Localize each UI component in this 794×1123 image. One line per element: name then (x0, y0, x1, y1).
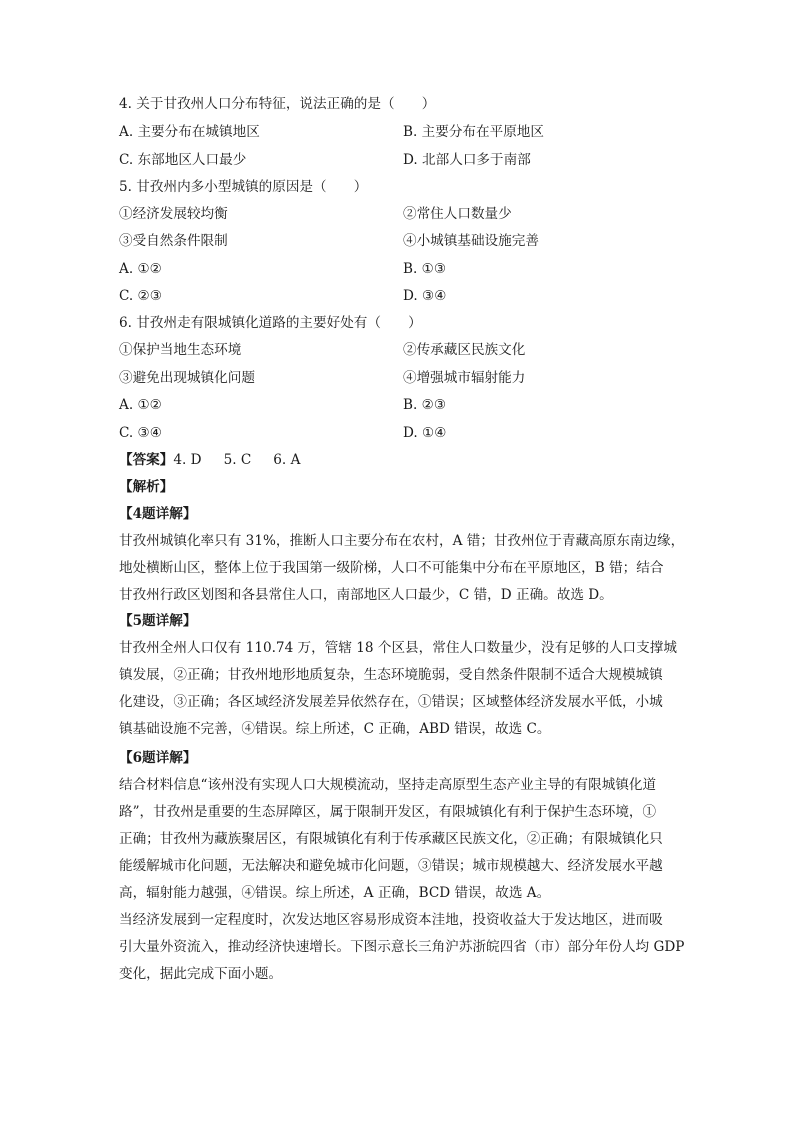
q5-item-3: ③受自然条件限制 (119, 233, 228, 249)
q4-option-a: A. 主要分布在城镇地区 (119, 124, 260, 140)
q5-option-d: D. ③④ (403, 288, 447, 304)
q5-stem: 5. 甘孜州内多小型城镇的原因是（ ） (119, 179, 368, 195)
q5-item-2: ②常住人口数量少 (403, 206, 512, 222)
detail-6-line: 高，辐射能力越强，④错误。综上所述，A 正确，BCD 错误，故选 A。 (119, 885, 551, 901)
q6-option-c: C. ③④ (119, 425, 162, 441)
answer-4: 4. D (173, 452, 202, 468)
detail-5-label: 【5题详解】 (119, 613, 197, 629)
detail-5-line: 镇基础设施不完善，④错误。综上所述，C 正确，ABD 错误，故选 C。 (119, 721, 551, 737)
detail-4-text (119, 528, 685, 609)
detail-6-label: 【6题详解】 (119, 750, 197, 766)
q4-option-d: D. 北部人口多于南部 (403, 152, 531, 168)
detail-4-label: 【4题详解】 (119, 506, 197, 522)
detail-4-line: 甘孜州行政区划图和各县常住人口，南部地区人口最少，C 错，D 正确。故选 D。 (119, 587, 613, 603)
detail-4-line: 甘孜州城镇化率只有 31%，推断人口主要分布在农村，A 错；甘孜州位于青藏高原东南边缘， (119, 533, 685, 549)
intro-paragraph (119, 907, 685, 988)
detail-6-line: 能缓解城市化问题，无法解决和避免城市化问题，③错误；城市规模越大、经济发展水平越 (119, 858, 663, 874)
q6-item-4: ④增强城市辐射能力 (403, 370, 526, 386)
detail-5-line: 化建设，③正确；各区域经济发展差异依然存在，①错误；区域整体经济发展水平低，小城 (119, 694, 663, 710)
q6-item-2: ②传承藏区民族文化 (403, 342, 526, 358)
answer-label: 【答案】 (119, 452, 174, 468)
answer-6: 6. A (273, 452, 301, 468)
answer-5: 5. C (223, 452, 252, 468)
detail-6-line: 路”，甘孜州是重要的生态屏障区，属于限制开发区，有限城镇化有利于保护生态环境，① (119, 804, 657, 820)
analysis-label: 【解析】 (119, 479, 174, 495)
intro-line: 变化，据此完成下面小题。 (119, 966, 283, 982)
detail-5-text (119, 635, 679, 743)
intro-line: 引大量外资流入，推动经济快速增长。下图示意长三角沪苏浙皖四省（市）部分年份人均 GDP (119, 939, 685, 955)
q4-stem: 4. 关于甘孜州人口分布特征，说法正确的是（ ） (119, 96, 436, 112)
q5-option-c: C. ②③ (119, 288, 162, 304)
answer-line (119, 451, 300, 469)
q4-option-b: B. 主要分布在平原地区 (403, 124, 544, 140)
q6-item-1: ①保护当地生态环境 (119, 342, 242, 358)
intro-line: 当经济发展到一定程度时，次发达地区容易形成资本洼地，投资收益大于发达地区，进而吸 (119, 912, 663, 928)
q6-stem: 6. 甘孜州走有限城镇化道路的主要好处有（ ） (119, 315, 422, 331)
q6-option-b: B. ②③ (403, 397, 447, 413)
q5-option-a: A. ①② (119, 261, 162, 277)
q6-option-a: A. ①② (119, 397, 162, 413)
q6-item-3: ③避免出现城镇化问题 (119, 370, 255, 386)
q5-item-1: ①经济发展较均衡 (119, 206, 228, 222)
q6-option-d: D. ①④ (403, 425, 447, 441)
detail-6-line: 正确；甘孜州为藏族聚居区，有限城镇化有利于传承藏区民族文化，②正确；有限城镇化只 (119, 831, 663, 847)
detail-5-line: 甘孜州全州人口仅有 110.74 万，管辖 18 个区县，常住人口数量少，没有足够的人口支撑城 (119, 640, 677, 656)
q5-option-b: B. ①③ (403, 261, 447, 277)
detail-6-text (119, 772, 679, 907)
q5-item-4: ④小城镇基础设施完善 (403, 233, 539, 249)
detail-5-line: 镇发展，②正确；甘孜州地形地质复杂，生态环境脆弱，受自然条件限制不适合大规模城镇 (119, 667, 663, 683)
detail-4-line: 地处横断山区，整体上位于我国第一级阶梯，人口不可能集中分布在平原地区，B 错；结合 (119, 560, 664, 576)
q4-option-c: C. 东部地区人口最少 (119, 152, 247, 168)
detail-6-line: 结合材料信息“该州没有实现人口大规模流动，坚持走高原型生态产业主导的有限城镇化道 (119, 777, 657, 793)
